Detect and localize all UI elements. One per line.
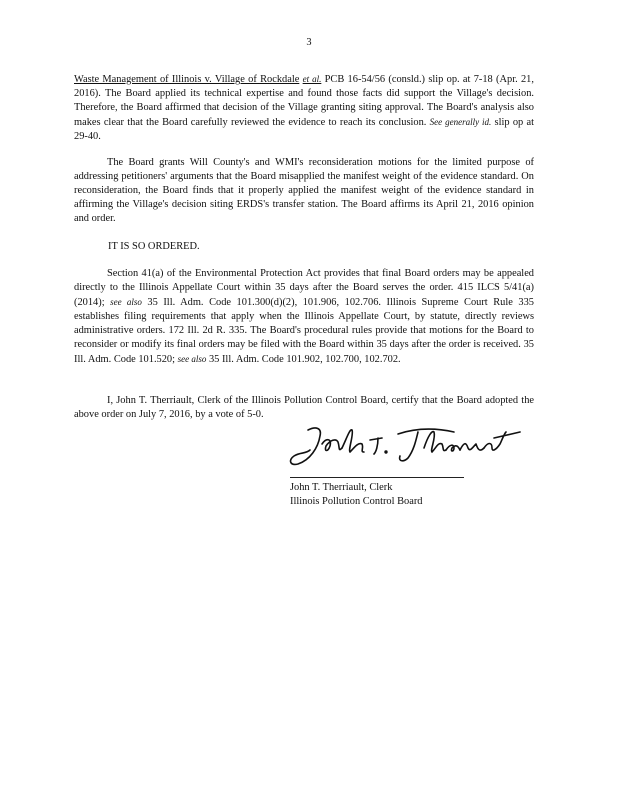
see-generally-italic: See generally id. [429, 117, 492, 127]
clerk-signature-block [290, 481, 423, 509]
appeal-text-c: 35 Ill. Adm. Code 101.902, 102.700, 102.702. [206, 354, 401, 365]
appeal-text-b: 35 Ill. Adm. Code 101.300(d)(2), 101.906, 102.706. Illinois Supreme Court Rule 335 establishes filing requirements that apply when the Illinois Appellate Court, by statute, directly reviews administrative orders. 172 Ill. 2d R. 335. The Board's procedural rules provide that motions for the Board to reconsider or modify its final orders may be filed with the Board within 35 days after the order is received. 35 Ill. Adm. Code 101.520; [74, 297, 534, 365]
so-ordered: IT IS SO ORDERED. [108, 241, 200, 252]
paragraph-appeal-rights [74, 267, 534, 367]
clerk-name: John T. Therriault, Clerk [290, 482, 393, 493]
see-also-italic: see also [110, 297, 142, 307]
slip-op-text: slip op at 29-40. [74, 117, 534, 142]
et-al-italic: et al. [302, 74, 322, 84]
paragraph-certification: I, John T. Therriault, Clerk of the Illinois Pollution Control Board, certify that the Board adopted the above order on July 7, 2016, by a vote of 5-0. [74, 395, 534, 420]
paragraph-citation [74, 72, 534, 144]
handwritten-signature [286, 420, 526, 468]
board-name: Illinois Pollution Control Board [290, 496, 423, 507]
appeal-text-a: Section 41(a) of the Environmental Protection Act provides that final Board orders may be appealed directly to the Illinois Appellate Court within 35 days after the Board serves the order. 415 ILCS 5/41(a) (2014); [74, 268, 534, 308]
see-also-italic: see also [177, 354, 207, 364]
signature-line [290, 477, 464, 478]
case-citation: Waste Management of Illinois v. Village of Rockdale [74, 74, 300, 85]
paragraph-text: PCB 16-54/56 (consld.) slip op. at 7-18 (Apr. 21, 2016). The Board applied its technical expertise and found those facts did support the Village's decision. Therefore, the Board affirmed that decision of the Village granting siting approval. The Board's analysis also makes clear that the Board carefully reviewed the evidence to reach its conclusion. [74, 74, 534, 128]
paragraph-reconsideration: The Board grants Will County's and WMI's reconsideration motions for the limited purpose of addressing petitioners' arguments that the Board misapplied the manifest weight of the evidence standard. On reconsideration, the Board finds that it properly applied the manifest weight of the evidence standard in affirming the Village's decision siting ERDS's transfer station. The Board affirms its April 21, 2016 opinion and order. [74, 157, 534, 224]
page-number: 3 [306, 37, 312, 48]
